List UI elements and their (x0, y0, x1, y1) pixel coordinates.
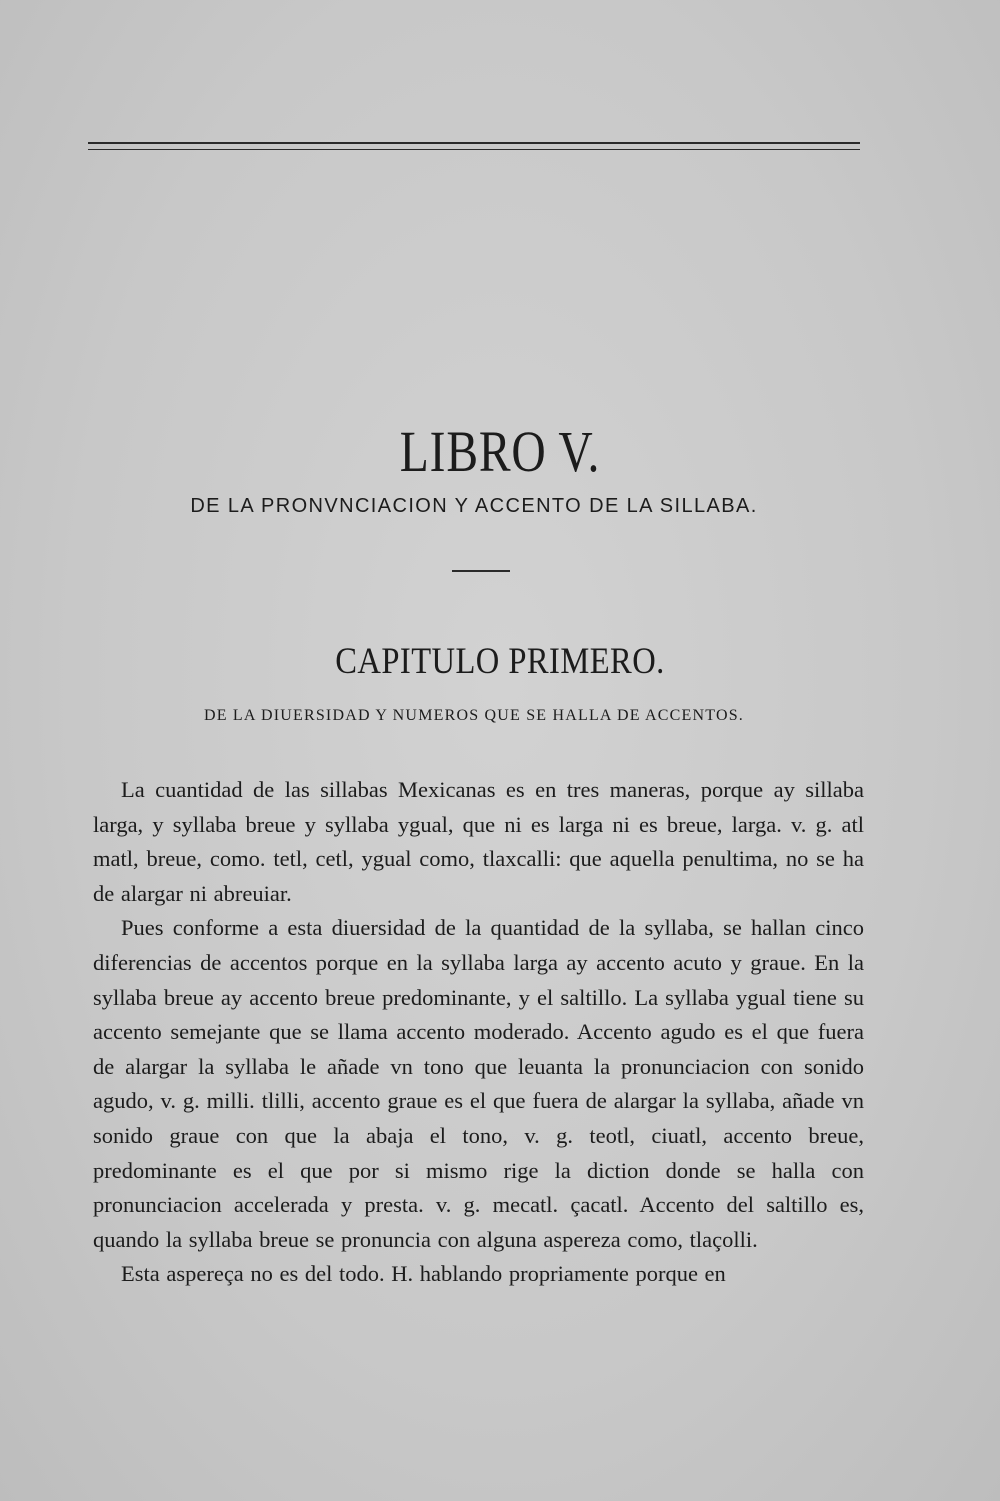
book-subtitle: DE LA PRONVNCIACION Y ACCENTO DE LA SILLABA. (190, 495, 758, 517)
paragraph: Esta aspereça no es del todo. H. hablando propriamente porque en (121, 1261, 726, 1287)
book-title: LIBRO V. (399, 419, 601, 484)
chapter-subtitle: DE LA DIUERSIDAD Y NUMEROS QUE SE HALLA DE ACCENTOS. (203, 707, 745, 724)
paragraph: Pues conforme a esta diuersidad de la quantidad de la syllaba, se hallan cinco diferencias de accentos porque en la syllaba larga ay accento acuto y graue. En la syllaba breue ay accento breue predominante, y el saltillo. La syllaba ygual tiene su accento semejante que se llama accento moderado. Accento agudo es el que fuera de alargar la syllaba le añade vn tono que leuanta la pronunciacion con sonido agudo, v. g. milli. tlilli, accento graue es el que fuera de alargar la syllaba, añade vn sonido graue con que la abaja el tono, v. g. teotl, ciuatl, accento breue, predominante es el que por si mismo rige la diction donde se halla con pronunciacion accelerada y presta. v. g. mecatl. çacatl. Accento del saltillo es, quando la syllaba breue se pronuncia con alguna aspereza como, tlaçolli. (93, 915, 864, 1252)
header-rule-thin (88, 149, 860, 150)
chapter-title: CAPITULO PRIMERO. (335, 641, 665, 682)
body-text (93, 773, 864, 1292)
paragraph: La cuantidad de las sillabas Mexicanas es en tres maneras, porque ay sillaba larga, y syllaba breue y syllaba ygual, que ni es larga ni es breue, larga. v. g. atl matl, breue, como. tetl, cetl, ygual como, tlaxcalli: que aquella penultima, no se ha de alargar ni abreuiar. (93, 777, 864, 906)
header-rule-thick (88, 142, 860, 144)
section-divider (452, 570, 510, 572)
